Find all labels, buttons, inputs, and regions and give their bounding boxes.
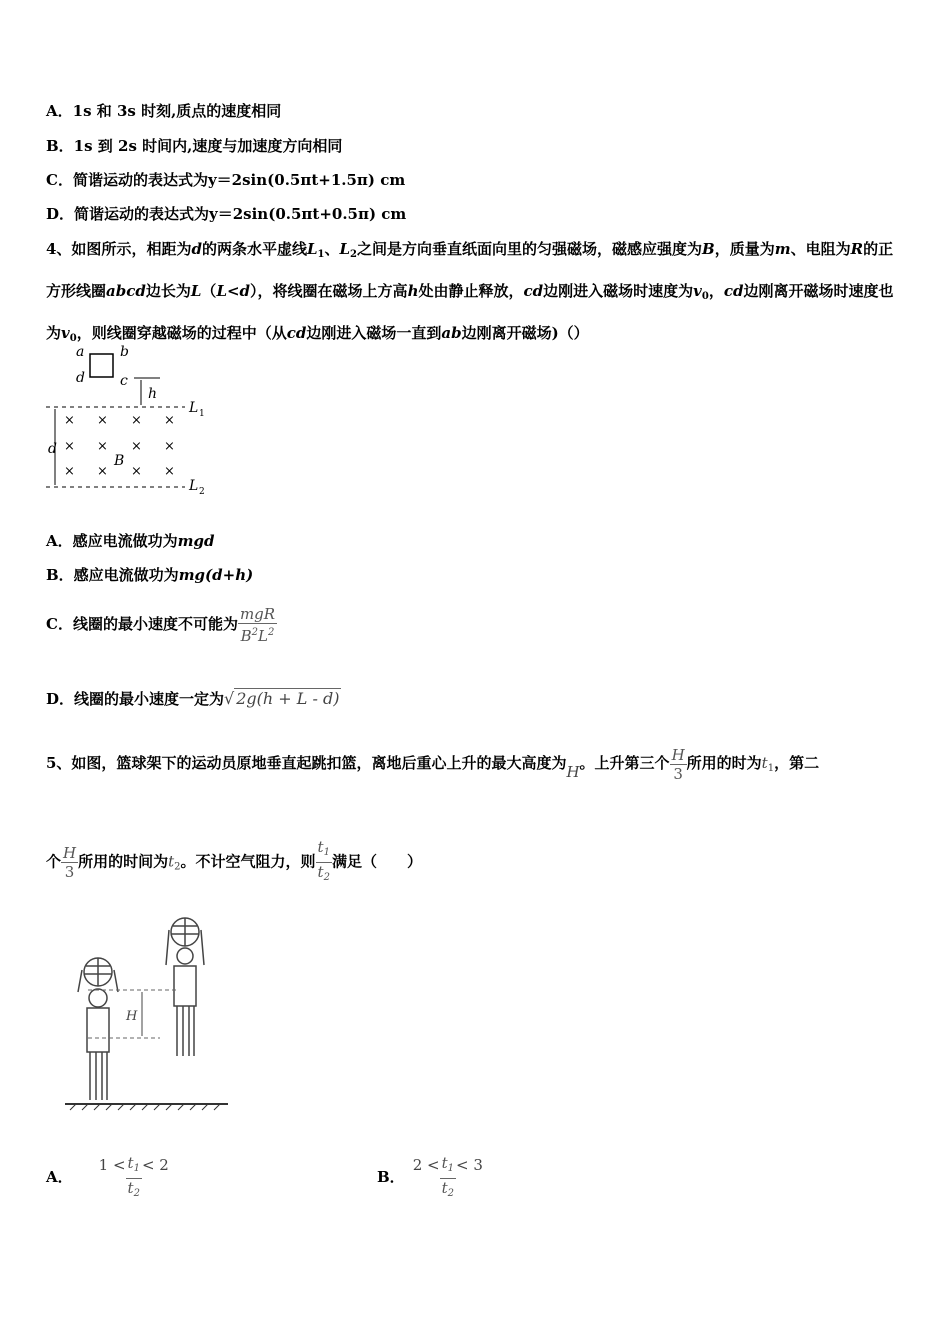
- cross: ×: [64, 464, 75, 479]
- q4-t1j: 处由静止释放，: [418, 282, 524, 300]
- q5-b-t2-sub: 2: [447, 1187, 454, 1199]
- q4-figure: [40, 340, 220, 505]
- q5-b-t2: t: [441, 1178, 448, 1197]
- q4-v0: v: [693, 282, 702, 300]
- q4-t1a: 4、如图所示，相距为: [46, 240, 192, 258]
- fig-label-d: d: [76, 370, 85, 386]
- q3-option-d: [46, 204, 406, 224]
- q4-l1-sub: 1: [317, 249, 325, 260]
- q5-t2: t: [168, 852, 175, 871]
- q5-b-frac-den: [440, 1179, 456, 1203]
- q4-c-den-b: B: [240, 627, 252, 645]
- q5-stem-line2: [46, 838, 422, 891]
- q4-c-den: [238, 624, 277, 645]
- q5-frac-h3: [670, 746, 687, 783]
- q4-c-den-l: L: [258, 627, 269, 645]
- body-right: [174, 966, 196, 1006]
- q5-b-t1: t: [441, 1153, 448, 1172]
- q5-t2a: 个: [46, 852, 62, 871]
- cross: ×: [97, 464, 108, 479]
- q4-c-exp-b: 2: [251, 627, 259, 638]
- q4-ab: ab: [441, 324, 462, 342]
- fig-label-h: h: [148, 386, 158, 402]
- q4-cd: cd: [523, 282, 544, 300]
- q4-l1: L: [306, 240, 318, 258]
- q5-t1d: ，第二: [774, 754, 820, 772]
- cross: ×: [131, 464, 142, 479]
- q5-frac-t2-letter: t: [317, 863, 324, 881]
- q4-c-fraction: [238, 605, 277, 645]
- q3-option-d-expr: y＝2sin(0.5πt+0.5π) cm: [209, 205, 407, 223]
- q4-v0b-sub: 0: [69, 333, 77, 344]
- q5-option-b: [377, 1152, 483, 1203]
- q5-stem-line1: [46, 740, 819, 792]
- q4-d: d: [191, 240, 202, 258]
- head-left: [89, 989, 107, 1007]
- cross: ×: [64, 413, 75, 428]
- q3-option-a: A．1s 和 3s 时刻,质点的速度相同: [46, 102, 282, 120]
- cross: ×: [131, 413, 142, 428]
- q4-option-c: [46, 602, 277, 646]
- fig-label-b-field: B: [114, 453, 125, 469]
- q5-t2c: 。不计空气阻力，则: [180, 852, 316, 871]
- fig-label-l1-sub: 1: [199, 409, 205, 419]
- body-left: [87, 1008, 109, 1052]
- q3-option-c-expr: y＝2sin(0.5πt+1.5π) cm: [207, 171, 406, 189]
- q5-a-lo: 1 <: [98, 1156, 126, 1174]
- q4-t1o: 边刚进入磁场一直到: [306, 324, 442, 342]
- q5-a-t2-sub: 2: [133, 1187, 140, 1199]
- q5-b-t1-sub: 1: [447, 1162, 454, 1174]
- q4-b: B: [702, 240, 715, 258]
- q5-frac-t2: [316, 863, 332, 887]
- q5-b-frac: [440, 1154, 456, 1203]
- q4-v0b: v: [61, 324, 70, 342]
- q4-t1f: 的正方形线圈: [46, 240, 894, 300]
- q4-b-text: B．感应电流做功为: [46, 566, 179, 584]
- q4-t1k: 边刚进入磁场时速度为: [543, 282, 694, 300]
- q3-option-b: B．1s 到 2s 时间内,速度与加速度方向相同: [46, 137, 343, 155]
- legs-right: [177, 1006, 194, 1056]
- q4-t1l: ，: [708, 282, 724, 300]
- q4-d-text: D．线圈的最小速度一定为: [46, 690, 225, 708]
- q5-t1b: 。上升第三个: [579, 754, 670, 772]
- cross: ×: [97, 439, 108, 454]
- q5-frac-num-b: H: [63, 844, 77, 862]
- q5-t2d: 满足（ ）: [331, 852, 422, 871]
- q5-a-t1-sub: 1: [133, 1162, 140, 1174]
- q5-frac-t1t2: [316, 838, 332, 887]
- q4-abcd: abcd: [106, 282, 146, 300]
- q4-a-text: A．感应电流做功为: [46, 532, 178, 550]
- head-right: [177, 948, 193, 964]
- q5-frac-h3-b: [61, 844, 78, 881]
- q4-t1c: 之间是方向垂直纸面向里的匀强磁场，磁感应强度为: [357, 240, 703, 258]
- fig-label-b: b: [120, 344, 129, 360]
- q4-a-val: mgd: [177, 532, 215, 550]
- cross: ×: [164, 439, 175, 454]
- q5-frac-t1-letter: t: [317, 838, 324, 856]
- q5-frac-den: 3: [673, 764, 683, 783]
- q4-t1e: 、电阻为: [790, 240, 851, 258]
- q4-d-expr: 2g(h + L - d): [236, 689, 340, 708]
- cross: ×: [164, 413, 175, 428]
- fig-label-l1: L: [189, 400, 199, 416]
- fig-label-l2: L: [189, 478, 199, 494]
- q4-v0-sub: 0: [701, 291, 709, 302]
- q4-r: R: [850, 240, 864, 258]
- q5-a-t1: t: [127, 1153, 134, 1172]
- cross: ×: [64, 439, 75, 454]
- q4-t1p: 边刚离开磁场)（）: [461, 324, 589, 342]
- q4-option-a: [46, 531, 215, 551]
- coil-square: [90, 354, 113, 377]
- q5-frac-t1: [316, 838, 332, 863]
- q5-b-lo: 2 <: [412, 1156, 440, 1174]
- q4-option-b: [46, 565, 253, 585]
- q4-c-text: C．线圈的最小速度不可能为: [46, 615, 238, 633]
- q5-figure: [60, 910, 235, 1115]
- fig-label-l2-sub: 2: [199, 487, 205, 497]
- fig-label-c: c: [120, 373, 128, 389]
- q5-a-frac: [126, 1154, 142, 1203]
- q4-m: m: [774, 240, 791, 258]
- q5-frac-num: H: [671, 745, 685, 764]
- q5-t1c: 所用的时为: [686, 754, 762, 772]
- q4-t1h: （: [201, 282, 217, 300]
- q3-option-d-prefix: D．简谐运动的表达式为: [46, 205, 210, 223]
- q4-lcmp: L<d: [216, 282, 251, 300]
- q4-b-val: mg(d+h): [178, 566, 254, 584]
- q4-stem: [46, 231, 906, 357]
- cross: ×: [97, 413, 108, 428]
- q4-l2-sub: 2: [350, 249, 358, 260]
- q5-t1a: 5、如图，篮球架下的运动员原地垂直起跳扣篮，离地后重心上升的最大高度为: [46, 754, 567, 772]
- figure-label-h: H: [126, 1009, 138, 1024]
- fig-label-d-side: d: [48, 441, 57, 457]
- q4-sep: 、: [324, 240, 340, 258]
- fig-label-a: a: [76, 344, 85, 360]
- q4-option-d: [46, 684, 341, 714]
- q5-frac-den-b: 3: [64, 863, 75, 881]
- q4-t1b: 的两条水平虚线: [201, 240, 307, 258]
- q4-t1m: 边刚离开磁场时速度也为: [46, 282, 894, 342]
- q3-option-c: [46, 170, 405, 190]
- q4-t1g: 边长为: [145, 282, 191, 300]
- q5-b-label: B．: [377, 1168, 405, 1186]
- q3-option-c-prefix: C．简谐运动的表达式为: [46, 171, 208, 189]
- q4-h: h: [407, 282, 419, 300]
- q5-a-frac-den: [126, 1179, 142, 1203]
- cross: ×: [131, 439, 142, 454]
- legs-left: [90, 1052, 107, 1100]
- q4-c-exp-l: 2: [268, 627, 275, 638]
- q4-l: L: [190, 282, 202, 300]
- q4-cd2: cd: [723, 282, 744, 300]
- sqrt-sign: √: [224, 689, 235, 708]
- q4-c-num: mgR: [239, 605, 276, 623]
- q5-a-frac-num: [126, 1154, 142, 1179]
- q5-b-frac-num: [440, 1154, 456, 1179]
- q4-t1d: ，质量为: [714, 240, 775, 258]
- q5-t1: t: [761, 754, 768, 772]
- q5-t2-sub: 2: [174, 861, 181, 873]
- q5-a-t2: t: [127, 1178, 134, 1197]
- q5-h: H: [566, 763, 580, 781]
- q5-frac-t1-sub: 1: [323, 847, 330, 858]
- q4-t1n: ，则线圈穿越磁场的过程中（从: [76, 324, 287, 342]
- q5-t1-sub: 1: [767, 763, 775, 774]
- q4-t1i: ），将线圈在磁场上方高: [250, 282, 408, 300]
- q5-option-a: [46, 1152, 169, 1203]
- q5-b-hi: < 3: [455, 1156, 483, 1174]
- q5-t2b: 所用的时间为: [78, 852, 169, 871]
- field-crosses: [64, 413, 175, 479]
- q5-a-hi: < 2: [141, 1156, 169, 1174]
- q4-cd3: cd: [286, 324, 307, 342]
- q5-a-label: A．: [46, 1168, 73, 1186]
- q5-frac-t2-sub: 2: [323, 872, 330, 883]
- cross: ×: [164, 464, 175, 479]
- q4-l2: L: [339, 240, 351, 258]
